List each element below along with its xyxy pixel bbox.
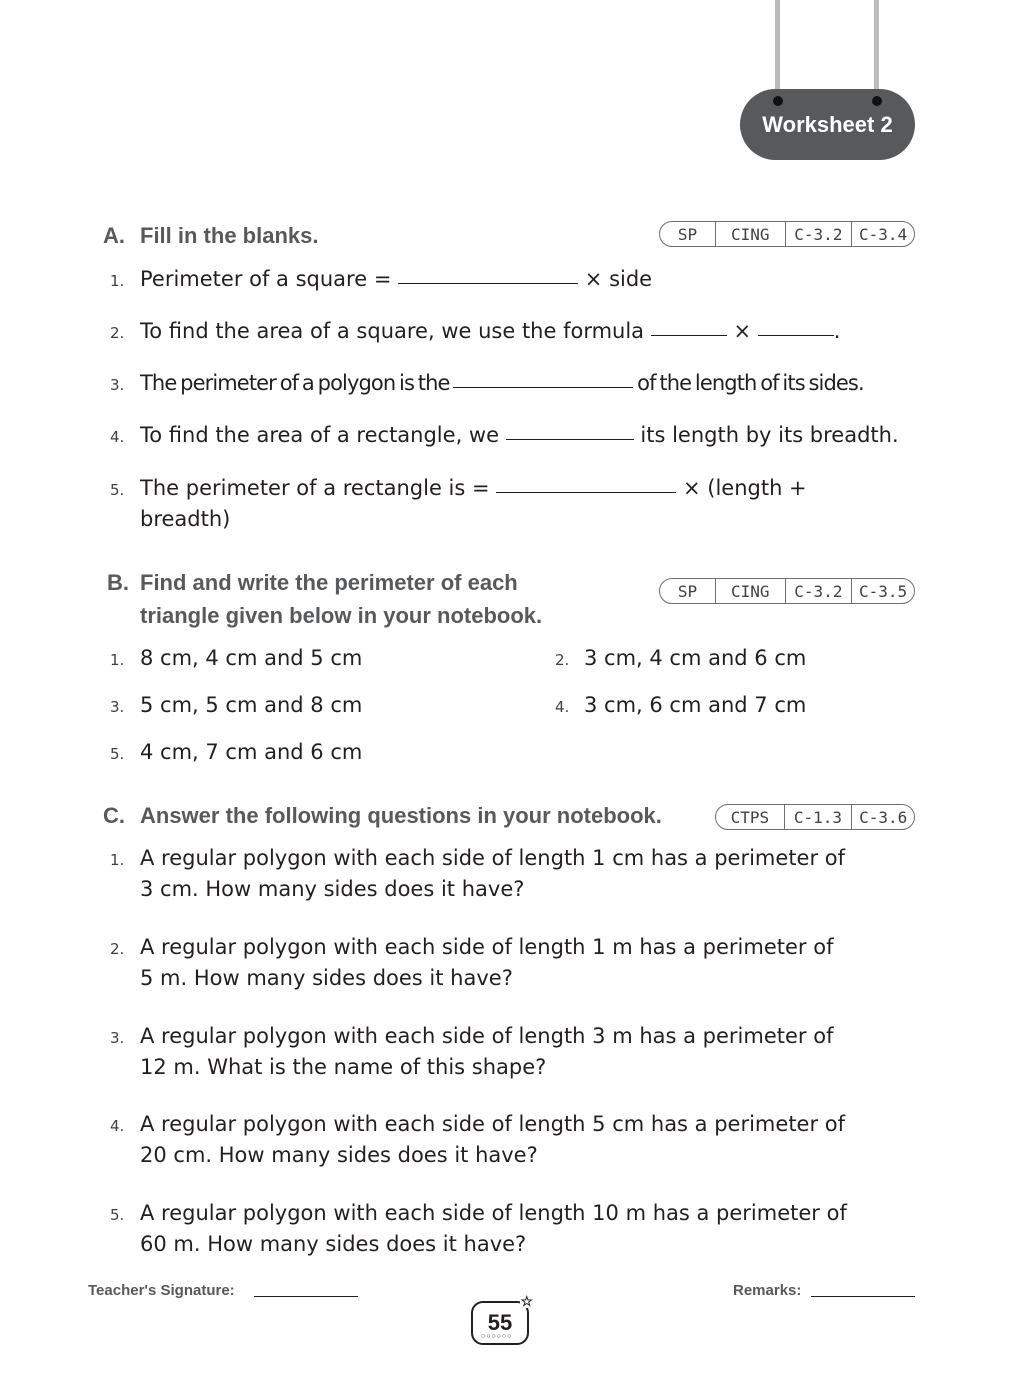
skill-chip: CING	[715, 579, 785, 603]
question-text: A regular polygon with each side of length 3 m has a perimeter of	[140, 1024, 834, 1048]
skill-chip: SP	[677, 224, 698, 244]
question-number: 1.	[110, 272, 125, 290]
tag-string-right	[874, 0, 879, 100]
triangle-sides-item: 5 cm, 5 cm and 8 cm	[140, 693, 363, 717]
question-number: 3.	[110, 698, 125, 716]
question-text-continued: 5 m. How many sides does it have?	[140, 966, 513, 990]
tag-ring-left	[773, 96, 783, 106]
skill-chip: CING	[715, 222, 785, 246]
badge-dots-decoration: ○○○○○○	[481, 1333, 513, 1340]
question-number: 1.	[110, 651, 125, 669]
question-number: 4.	[110, 428, 125, 446]
page-number: 55	[487, 1310, 513, 1335]
section-a-skill-chips	[659, 221, 915, 247]
worksheet-tag	[740, 89, 915, 160]
question-text: To find the area of a square, we use the formula	[140, 319, 645, 343]
tag-ring-right	[872, 96, 882, 106]
question-number: 2.	[555, 651, 570, 669]
skill-chip: C-1.3	[784, 805, 852, 829]
question-text-continued: breadth)	[140, 507, 231, 531]
question-number: 5.	[110, 1206, 125, 1224]
question-text: A regular polygon with each side of length 5 cm has a perimeter of	[140, 1112, 846, 1136]
triangle-sides-item: 3 cm, 4 cm and 6 cm	[584, 646, 807, 670]
question-text: A regular polygon with each side of length 1 cm has a perimeter of	[140, 846, 846, 870]
section-b-title-line2: triangle given below in your notebook.	[140, 603, 543, 628]
section-b-letter: B.	[107, 570, 129, 595]
question-text: Perimeter of a square =	[140, 267, 392, 291]
teacher-signature-line[interactable]	[254, 1296, 358, 1297]
question-number: 3.	[110, 376, 125, 394]
remarks-label: Remarks:	[733, 1282, 802, 1299]
question-text: × side	[584, 267, 653, 291]
question-number: 4.	[110, 1117, 125, 1135]
question-text: its length by its breadth.	[640, 423, 899, 447]
question-number: 5.	[110, 481, 125, 499]
question-number: 3.	[110, 1029, 125, 1047]
answer-blank[interactable]	[453, 386, 633, 388]
skill-chip: C-3.4	[851, 222, 914, 246]
question-text: .	[833, 319, 841, 343]
skill-chip: SP	[677, 581, 698, 601]
question-text: The perimeter of a rectangle is =	[140, 476, 490, 500]
skill-chip: CTPS	[730, 807, 770, 827]
question-number: 2.	[110, 940, 125, 958]
fill-blank-question	[140, 420, 899, 451]
skill-chip: C-3.2	[785, 579, 852, 603]
question-text-continued: 60 m. How many sides does it have?	[140, 1232, 527, 1256]
answer-blank[interactable]	[651, 334, 727, 336]
tag-string-left	[775, 0, 780, 100]
skill-chip: C-3.6	[851, 805, 914, 829]
answer-blank[interactable]	[758, 334, 834, 336]
section-c-title: Answer the following questions in your notebook.	[140, 803, 662, 828]
fill-blank-question	[140, 264, 652, 295]
question-text: A regular polygon with each side of length 1 m has a perimeter of	[140, 935, 834, 959]
section-b-skill-chips	[659, 578, 915, 604]
answer-blank[interactable]	[496, 491, 676, 493]
answer-blank[interactable]	[398, 282, 578, 284]
worksheet-tag-label: Worksheet 2	[762, 111, 893, 137]
question-text-continued: 12 m. What is the name of this shape?	[140, 1055, 547, 1079]
answer-blank[interactable]	[506, 438, 634, 440]
question-text-continued: 20 cm. How many sides does it have?	[140, 1143, 538, 1167]
section-c-skill-chips	[715, 804, 915, 830]
fill-blank-question	[140, 368, 864, 399]
section-a-title: Fill in the blanks.	[140, 223, 319, 248]
triangle-sides-item: 3 cm, 6 cm and 7 cm	[584, 693, 807, 717]
triangle-sides-item: 4 cm, 7 cm and 6 cm	[140, 740, 363, 764]
question-number: 4.	[555, 698, 570, 716]
teacher-signature-label: Teacher's Signature:	[88, 1282, 235, 1299]
section-c-letter: C.	[103, 803, 125, 828]
question-text: ×	[733, 319, 752, 343]
question-text: × (length +	[682, 476, 807, 500]
fill-blank-question	[140, 473, 807, 504]
skill-chip: C-3.2	[785, 222, 852, 246]
remarks-line[interactable]	[811, 1296, 915, 1297]
star-icon: ☆	[520, 1293, 533, 1309]
section-a-letter: A.	[103, 223, 125, 248]
section-b-title-line1: Find and write the perimeter of each	[140, 570, 518, 595]
question-text: To find the area of a rectangle, we	[140, 423, 500, 447]
question-text-continued: 3 cm. How many sides does it have?	[140, 877, 525, 901]
question-number: 2.	[110, 324, 125, 342]
question-text: The perimeter of a polygon is the	[140, 371, 450, 395]
page-number-badge	[471, 1293, 533, 1345]
question-number: 1.	[110, 851, 125, 869]
question-text: A regular polygon with each side of length 10 m has a perimeter of	[140, 1201, 847, 1225]
fill-blank-question	[140, 316, 840, 347]
question-number: 5.	[110, 745, 125, 763]
triangle-sides-item: 8 cm, 4 cm and 5 cm	[140, 646, 363, 670]
skill-chip: C-3.5	[851, 579, 914, 603]
question-text: of the length of its sides.	[637, 371, 864, 395]
